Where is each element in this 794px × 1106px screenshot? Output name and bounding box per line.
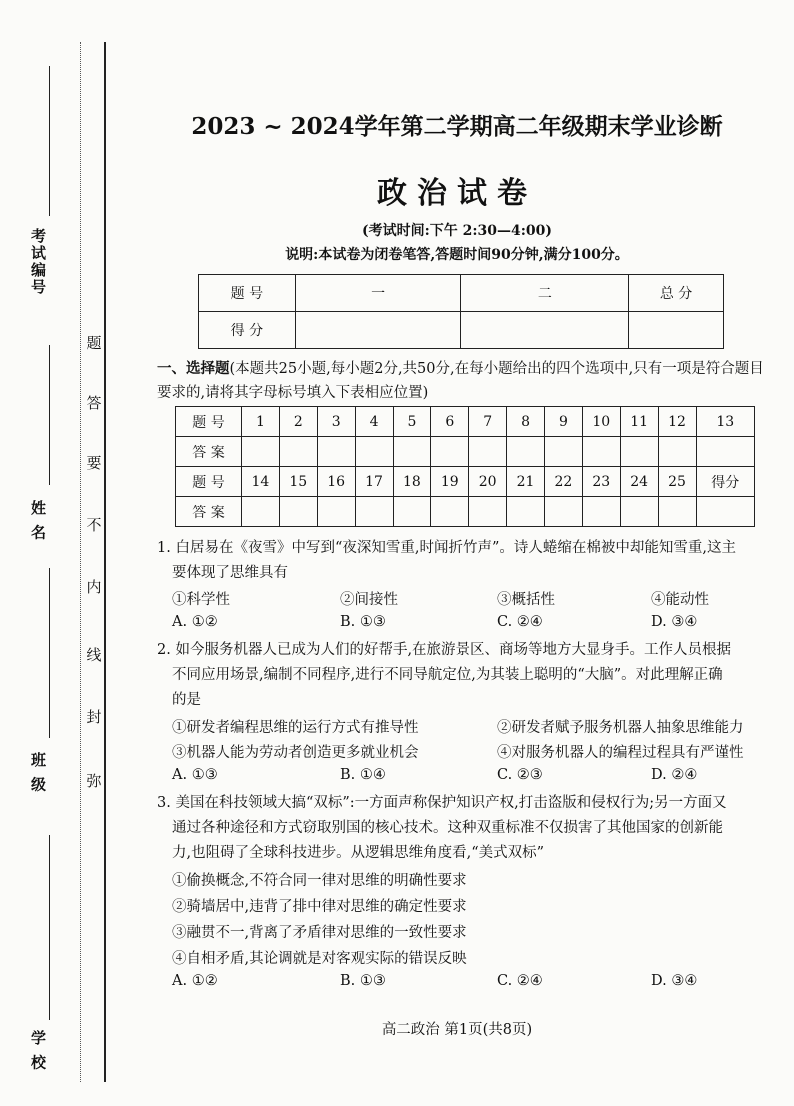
q1-choice-b[interactable]: B. ①③ bbox=[340, 614, 386, 630]
exam-title: 2023 ~ 2024学年第二学期高二年级期末学业诊断 bbox=[191, 113, 723, 140]
answer-cell[interactable] bbox=[620, 437, 658, 467]
answer-label: 答 案 bbox=[176, 497, 242, 527]
answer-cell[interactable] bbox=[469, 437, 507, 467]
answer-num: 22 bbox=[545, 467, 583, 497]
answer-cell[interactable] bbox=[696, 437, 755, 467]
answer-num-label: 题 号 bbox=[176, 467, 242, 497]
answer-cell[interactable] bbox=[431, 497, 469, 527]
answer-num: 4 bbox=[355, 407, 393, 437]
answer-num: 19 bbox=[431, 467, 469, 497]
q1-choice-a[interactable]: A. ①② bbox=[172, 614, 218, 630]
answer-cell[interactable] bbox=[242, 497, 280, 527]
answer-num: 20 bbox=[469, 467, 507, 497]
seal-char: 答 bbox=[86, 394, 102, 412]
q2-choice-a[interactable]: A. ①③ bbox=[172, 767, 218, 783]
q2-choice-d[interactable]: D. ②④ bbox=[651, 767, 698, 783]
answer-num: 11 bbox=[620, 407, 658, 437]
answer-cell[interactable] bbox=[355, 437, 393, 467]
answer-num: 12 bbox=[658, 407, 696, 437]
section1-text: (本题共25小题,每小题2分,共50分,在每小题给出的四个选项中,只有一项是符合题目要求的,请将其字母标号填入下表相应位置) bbox=[157, 361, 764, 401]
answer-num: 1 bbox=[242, 407, 280, 437]
school-blank[interactable] bbox=[49, 835, 50, 1020]
q3-choice-c[interactable]: C. ②④ bbox=[497, 973, 543, 989]
answer-cell[interactable] bbox=[582, 437, 620, 467]
score-header-num: 题 号 bbox=[199, 275, 296, 312]
name-label: 姓 名 bbox=[29, 500, 47, 542]
answer-num: 7 bbox=[469, 407, 507, 437]
q1-choice-c[interactable]: C. ②④ bbox=[497, 614, 543, 630]
stem-line: 1. 白居易在《夜雪》中写到“夜深知雪重,时闻折竹声”。诗人蜷缩在棉被中却能知雪重,这主 bbox=[157, 540, 736, 556]
stem-line: 不同应用场景,编制不同程序,进行不同导航定位,为其装上聪明的“大脑”。对此理解正确 bbox=[172, 667, 723, 683]
answer-cell[interactable] bbox=[317, 437, 355, 467]
q2-item-2: ②研发者赋予服务机器人抽象思维能力 bbox=[497, 720, 744, 736]
answer-num: 14 bbox=[242, 467, 280, 497]
answer-num: 6 bbox=[431, 407, 469, 437]
answer-num: 3 bbox=[317, 407, 355, 437]
answer-label: 答 案 bbox=[176, 437, 242, 467]
answer-score-cell[interactable] bbox=[696, 497, 755, 527]
score-cell[interactable] bbox=[461, 312, 629, 349]
score-header-part2: 二 bbox=[461, 275, 629, 312]
stem-line: 通过各种途径和方式窃取别国的核心技术。这种双重标准不仅损害了其他国家的创新能 bbox=[172, 820, 723, 836]
score-header-part1: 一 bbox=[295, 275, 461, 312]
answer-cell[interactable] bbox=[431, 437, 469, 467]
q1-item-1: ①科学性 bbox=[172, 592, 230, 608]
section1-intro bbox=[157, 357, 772, 405]
q3-choice-a[interactable]: A. ①② bbox=[172, 973, 218, 989]
answer-num: 21 bbox=[507, 467, 545, 497]
answer-num-row bbox=[176, 467, 755, 497]
answer-num: 10 bbox=[582, 407, 620, 437]
score-cell[interactable] bbox=[629, 312, 724, 349]
score-header-total: 总 分 bbox=[629, 275, 724, 312]
score-row-label: 得 分 bbox=[199, 312, 296, 349]
answer-cell[interactable] bbox=[658, 437, 696, 467]
q3-item-1: ①偷换概念,不符合同一律对思维的明确性要求 bbox=[172, 873, 467, 889]
answer-cell[interactable] bbox=[658, 497, 696, 527]
q2-item-1: ①研发者编程思维的运行方式有推导性 bbox=[172, 720, 419, 736]
answer-num-row bbox=[176, 407, 755, 437]
answer-cell[interactable] bbox=[279, 437, 317, 467]
seal-char: 弥 bbox=[86, 772, 102, 790]
q1-choice-d[interactable]: D. ③④ bbox=[651, 614, 698, 630]
answer-cell[interactable] bbox=[507, 497, 545, 527]
stem-line: 3. 美国在科技领域大搞“双标”:一方面声称保护知识产权,打击盗版和侵权行为;另一方面又 bbox=[157, 795, 727, 811]
exam-number-label: 考试编号 bbox=[29, 228, 47, 296]
q3-item-4: ④自相矛盾,其论调就是对客观实际的错误反映 bbox=[172, 951, 467, 967]
seal-dotted-line bbox=[80, 42, 81, 1082]
name-blank[interactable] bbox=[49, 345, 50, 485]
answer-cell[interactable] bbox=[279, 497, 317, 527]
school-label: 学 校 bbox=[29, 1030, 47, 1072]
answer-num: 24 bbox=[620, 467, 658, 497]
seal-char: 内 bbox=[86, 578, 102, 596]
answer-cell[interactable] bbox=[317, 497, 355, 527]
question-2-stem bbox=[157, 638, 775, 713]
stem-line: 的是 bbox=[172, 692, 201, 708]
answer-num: 17 bbox=[355, 467, 393, 497]
answer-num: 25 bbox=[658, 467, 696, 497]
seal-char: 封 bbox=[86, 708, 102, 726]
answer-num: 8 bbox=[507, 407, 545, 437]
binding-line bbox=[104, 42, 106, 1082]
stem-line: 力,也阻碍了全球科技进步。从逻辑思维角度看,“美式双标” bbox=[172, 845, 545, 861]
q3-item-3: ③融贯不一,背离了矛盾律对思维的一致性要求 bbox=[172, 925, 467, 941]
q3-choice-b[interactable]: B. ①③ bbox=[340, 973, 386, 989]
answer-cell[interactable] bbox=[355, 497, 393, 527]
answer-cell[interactable] bbox=[620, 497, 658, 527]
exam-instructions: 说明:本试卷为闭卷笔答,答题时间90分钟,满分100分。 bbox=[285, 247, 629, 263]
q3-item-2: ②骑墙居中,违背了排中律对思维的确定性要求 bbox=[172, 899, 467, 915]
answer-cell-row bbox=[176, 437, 755, 467]
answer-num: 5 bbox=[393, 407, 431, 437]
answer-num: 18 bbox=[393, 467, 431, 497]
answer-cell[interactable] bbox=[242, 437, 280, 467]
answer-cell[interactable] bbox=[469, 497, 507, 527]
q2-item-3: ③机器人能为劳动者创造更多就业机会 bbox=[172, 745, 419, 761]
answer-cell[interactable] bbox=[582, 497, 620, 527]
class-blank[interactable] bbox=[49, 568, 50, 738]
exam-number-blank[interactable] bbox=[49, 66, 50, 216]
q2-item-4: ④对服务机器人的编程过程具有严谨性 bbox=[497, 745, 744, 761]
answer-num: 2 bbox=[279, 407, 317, 437]
page-footer: 高二政治 第1页(共8页) bbox=[381, 1022, 533, 1038]
answer-num: 9 bbox=[545, 407, 583, 437]
question-1-stem bbox=[157, 536, 775, 586]
seal-char: 线 bbox=[86, 646, 102, 664]
answer-num: 16 bbox=[317, 467, 355, 497]
q1-item-2: ②间接性 bbox=[340, 592, 398, 608]
answer-num-label: 题 号 bbox=[176, 407, 242, 437]
answer-num: 15 bbox=[279, 467, 317, 497]
q2-choice-c[interactable]: C. ②③ bbox=[497, 767, 543, 783]
answer-cell[interactable] bbox=[545, 437, 583, 467]
stem-line: 要体现了思维具有 bbox=[172, 565, 288, 581]
seal-char: 题 bbox=[86, 334, 102, 352]
answer-cell[interactable] bbox=[507, 437, 545, 467]
answer-cell[interactable] bbox=[393, 497, 431, 527]
seal-char: 要 bbox=[86, 454, 102, 472]
answer-cell-row bbox=[176, 497, 755, 527]
seal-char: 不 bbox=[86, 516, 102, 534]
q3-choice-d[interactable]: D. ③④ bbox=[651, 973, 698, 989]
exam-time: (考试时间:下午 2:30—4:00) bbox=[361, 223, 553, 239]
subject-title: 政治试卷 bbox=[377, 176, 537, 211]
stem-line: 2. 如今服务机器人已成为人们的好帮手,在旅游景区、商场等地方大显身手。工作人员根据 bbox=[157, 642, 732, 658]
score-cell[interactable] bbox=[295, 312, 461, 349]
answer-num: 13 bbox=[696, 407, 755, 437]
answer-table bbox=[175, 406, 755, 527]
score-table bbox=[198, 274, 724, 349]
q2-choice-b[interactable]: B. ①④ bbox=[340, 767, 386, 783]
answer-cell[interactable] bbox=[393, 437, 431, 467]
section1-heading: 一、选择题 bbox=[157, 360, 230, 377]
q1-item-3: ③概括性 bbox=[497, 592, 555, 608]
answer-score-label: 得分 bbox=[696, 467, 755, 497]
answer-cell[interactable] bbox=[545, 497, 583, 527]
question-3-stem bbox=[157, 791, 775, 866]
answer-num: 23 bbox=[582, 467, 620, 497]
class-label: 班 级 bbox=[29, 752, 47, 794]
q1-item-4: ④能动性 bbox=[651, 592, 709, 608]
